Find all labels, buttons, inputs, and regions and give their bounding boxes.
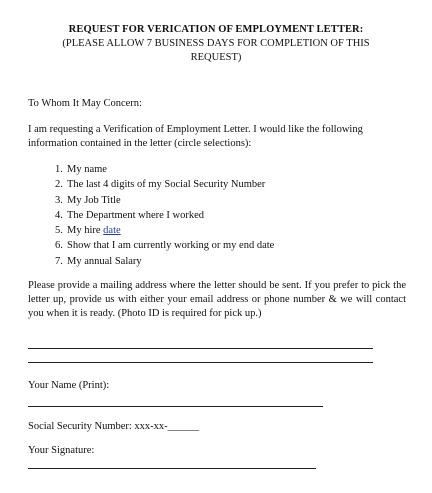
signature-field[interactable] <box>28 468 316 469</box>
date-link[interactable]: date <box>103 225 121 237</box>
mailing-instructions: Please provide a mailing address where the letter should be sent. If you prefer to pick the letter up, provide us with either your email address or phone number & we will contact you when it is ready. (Photo ID is required for pick up.) <box>28 280 406 319</box>
list-item[interactable] <box>55 208 274 223</box>
list-item-text: The Department where I worked <box>67 209 205 221</box>
title-block <box>30 23 402 65</box>
list-item[interactable] <box>55 238 274 253</box>
document-subtitle-continued: REQUEST) <box>190 52 242 63</box>
address-line-2[interactable] <box>28 362 373 363</box>
list-item-text: My annual Salary <box>67 255 142 267</box>
address-line-1[interactable] <box>28 348 373 349</box>
list-item-text: Show that I am currently working or my end date <box>67 240 275 252</box>
list-item-number: 3. <box>55 194 63 206</box>
document-title: REQUEST FOR VERICATION OF EMPLOYMENT LETTER: <box>68 24 364 35</box>
list-item[interactable] <box>55 254 274 269</box>
intro-paragraph: I am requesting a Verification of Employment Letter. I would like the following information contained in the letter (circle selections): <box>28 124 363 149</box>
name-label: Your Name (Print): <box>28 380 110 391</box>
list-item[interactable] <box>55 223 274 238</box>
name-field[interactable] <box>28 406 323 407</box>
list-item[interactable] <box>55 162 274 177</box>
list-item-number: 2. <box>55 179 63 191</box>
greeting: To Whom It May Concern: <box>28 98 142 109</box>
information-options-list <box>55 162 274 269</box>
list-item[interactable] <box>55 177 274 192</box>
document-subtitle: (PLEASE ALLOW 7 BUSINESS DAYS FOR COMPLETION OF THIS <box>62 38 370 49</box>
list-item-number: 1. <box>55 164 63 175</box>
list-item-text: My name <box>67 164 107 175</box>
list-item-number: 5. <box>55 225 63 237</box>
list-item-number: 4. <box>55 209 63 221</box>
ssn-field[interactable]: Social Security Number: xxx-xx-______ <box>28 421 200 432</box>
list-item-number: 7. <box>55 255 63 267</box>
signature-label: Your Signature: <box>28 445 95 456</box>
list-item-text: The last 4 digits of my Social Security Number <box>67 179 266 191</box>
list-item[interactable] <box>55 193 274 208</box>
list-item-text: My hire <box>67 225 104 237</box>
list-item-number: 6. <box>55 240 63 252</box>
list-item-text: My Job Title <box>67 194 121 206</box>
